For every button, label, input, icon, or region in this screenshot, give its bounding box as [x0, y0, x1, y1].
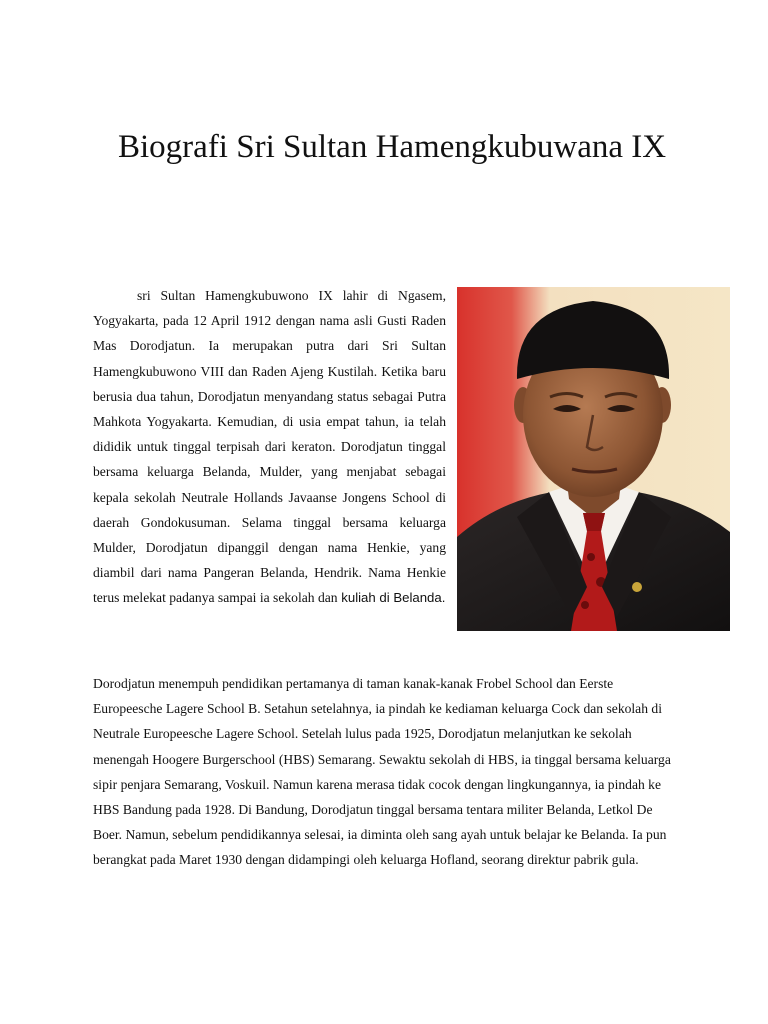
- portrait-photo: [457, 287, 730, 631]
- paragraph-1-tail: kuliah di Belanda.: [337, 590, 446, 606]
- portrait-image: [457, 287, 730, 631]
- biography-paragraph-2: Dorodjatun menempuh pendidikan pertamanya di taman kanak-kanak Frobel School dan Eerste Europeesche Lagere School B. Setahun setelahnya, ia pindah ke kediaman keluarga Cock dan sekolah di Neutrale Europeesche Lagere School. Setelah lulus pada 1925, Dorodjatun melanjutkan ke sekolah menengah Hoogere Burgerschool (HBS) Semarang. Sewaktu sekolah di HBS, ia tinggal bersama keluarga sipir penjara Semarang, Voskuil. Namun karena merasa tidak cocok dengan lingkungannya, ia pindah ke HBS Bandung pada 1928. Di Bandung, Dorodjatun tinggal bersama tentara militer Belanda, Letkol De Boer. Namun, sebelum pendidikannya selesai, ia diminta oleh sang ayah untuk belajar ke Belanda. Ia pun berangkat pada Maret 1930 dengan didampingi oleh keluarga Hofland, seorang direktur pabrik gula.: [93, 676, 671, 868]
- biography-paragraph-1: [93, 283, 446, 611]
- paragraph-1-text: sri Sultan Hamengkubuwono IX lahir di Ngasem, Yogyakarta, pada 12 April 1912 dengan nama asli Gusti Raden Mas Dorodjatun. Ia merupakan putra dari Sri Sultan Hamengkubuwono VIII dan Raden Ajeng Kustilah. Ketika baru berusia dua tahun, Dorodjatun menyandang status sebagai Putra Mahkota Yogyakarta. Kemudian, di usia empat tahun, ia telah dididik untuk tinggal terpisah dari keraton. Dorodjatun tinggal bersama keluarga Belanda, Mulder, yang menjabat sebagai kepala sekolah Neutrale Hollands Javaanse Jongens School di daerah Gondokusuman. Selama tinggal bersama keluarga Mulder, Dorodjatun dipanggil dengan nama Henkie, yang diambil dari nama Pangeran Belanda, Hendrik. Nama Henkie terus melekat padanya sampai ia sekolah dan: [93, 288, 446, 606]
- page-title: Biografi Sri Sultan Hamengkubuwana IX: [118, 129, 667, 165]
